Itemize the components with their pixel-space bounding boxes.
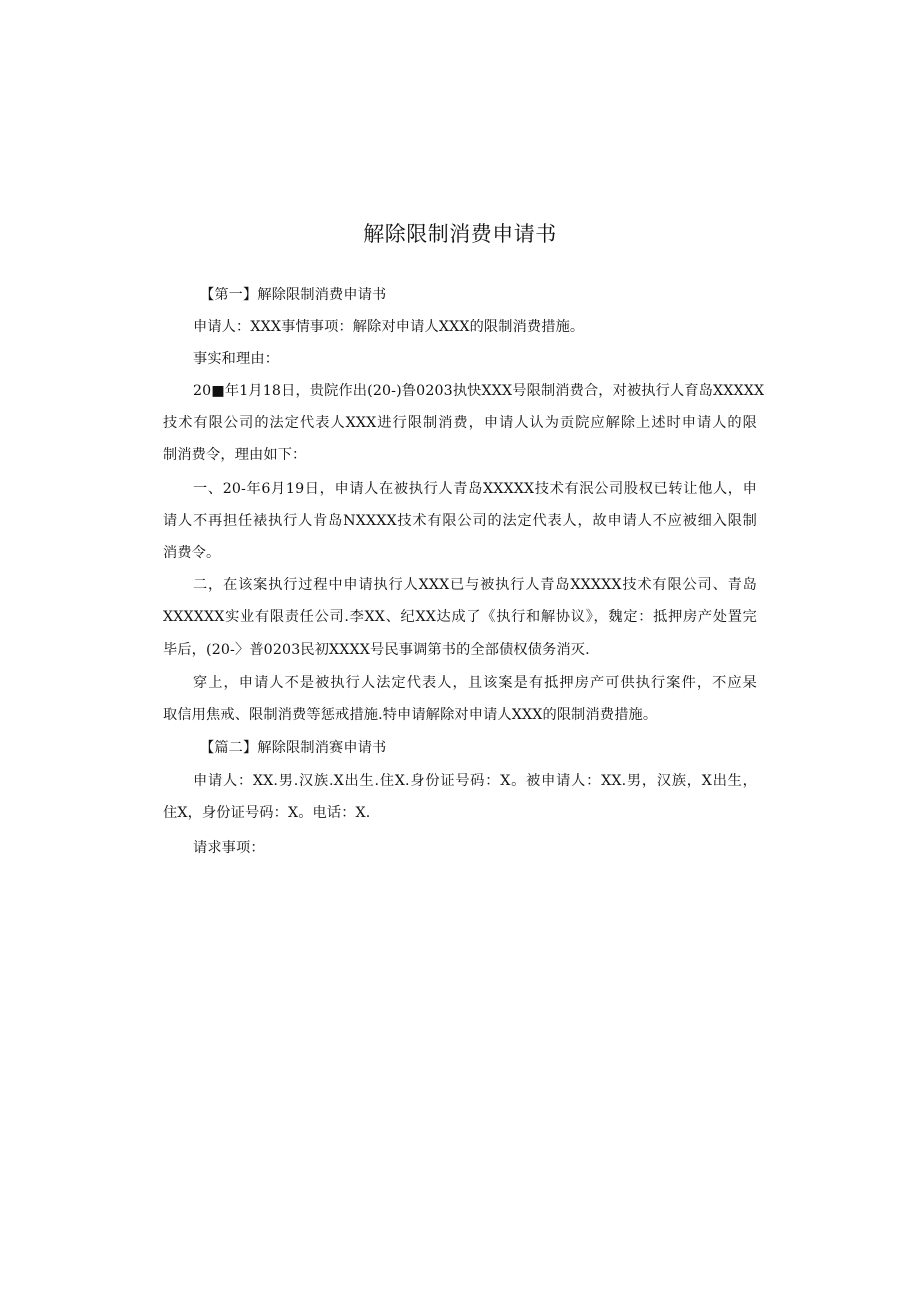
paragraph-line: 住X，身份证号码：X。电话：X.	[163, 805, 371, 821]
paragraph-line: 一、20-年6月19日，申请人在被执行人青岛XXXXX技术有泯公司股权已转让他人，申	[193, 481, 757, 497]
paragraph-line: 请人不再担任裱执行人肯岛NXXXX技术有限公司的法定代表人，故申请人不应被细入限制	[163, 513, 757, 529]
paragraph-line: 请求事项：	[193, 840, 265, 856]
document-title: 解除限制消费申请书	[363, 222, 557, 246]
paragraph-line: 穿上，申请人不是被执行人法定代表人，且该案是有抵押房产可供执行案件，不应杲	[193, 675, 757, 691]
section-heading-second: 【篇二】解除限制消赛申请书	[200, 740, 387, 756]
paragraph-line: 消费令。	[163, 545, 221, 561]
paragraph-line: 技术有限公司的法定代表人XXX进行限制消费，申请人认为贡院应解除上述时申请人的限	[163, 415, 757, 431]
paragraph-line: XXXXXX实业有限责任公司.李XX、纪XX达成了《执行和解协议》，魏定：抵押房产处置完	[163, 609, 757, 625]
paragraph-line: 事实和理由：	[193, 351, 280, 367]
paragraph-line: 毕后，(20-〉普0203民初XXXX号民事调第书的全部债权债务消灭.	[163, 642, 590, 658]
paragraph-line: 二，在该案执行过程中申请执行人XXX已与被执行人青岛XXXXX技术有限公司、青岛	[193, 577, 757, 593]
paragraph-line: 取信用焦戒、限制消费等惩戒措施.特申请解除对申请人XXX的限制消费措施。	[163, 707, 658, 723]
section-heading-first: 【第一】解除限制消费申请书	[200, 287, 387, 303]
paragraph-line: 20■年1月18日，贵院作出(20-)鲁0203执快XXX号限制消费合，对被执行人育岛XXXXX	[193, 383, 765, 399]
paragraph-line: 制消费令，理由如下：	[163, 447, 307, 463]
paragraph-line: 申请人：XX.男.汉族.X出生.住X.身份证号码：X。被申请人：XX.男，汉族，X出生，	[193, 773, 757, 789]
paragraph-line: 申请人：XXX事情事项：解除对申请人XXX的限制消费措施。	[193, 319, 585, 335]
